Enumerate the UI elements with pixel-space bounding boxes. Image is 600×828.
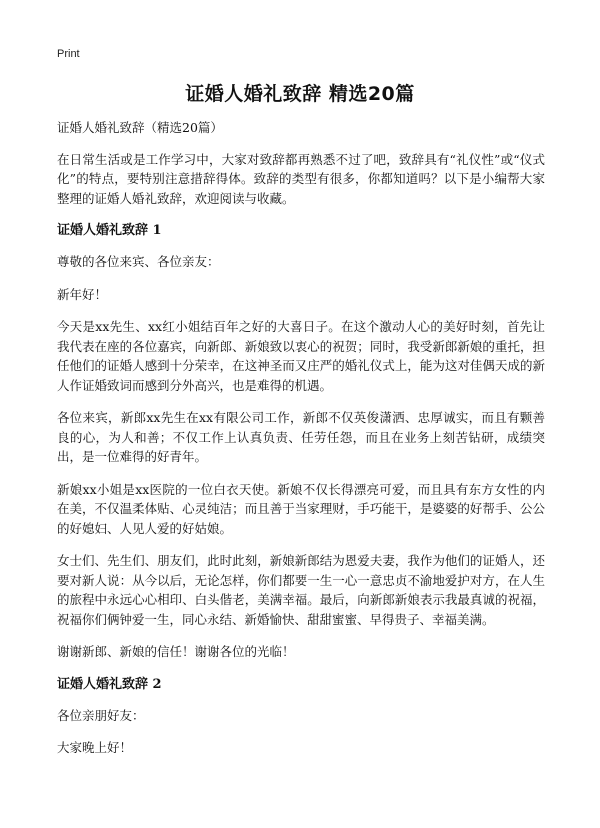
paragraph-new-year: 新年好！ — [57, 286, 108, 302]
print-link[interactable]: Print — [57, 48, 80, 60]
paragraph-opening: 今天是xx先生、xx红小姐结百年之好的大喜日子。在这个激动人心的美好时刻，首先让我代表在座的各位嘉宾，向新郎、新娘致以衷心的祝贺；同时，我受新郎新娘的重托，担任他们的证婚人感到十分荣幸，在这神圣而又庄严的婚礼仪式上，能为这对佳偶天成的新人作证婚致词而感到分外高兴，也是难得的机遇。 — [57, 319, 545, 393]
document-body — [57, 118, 545, 771]
document-subtitle: 证婚人婚礼致辞（精选20篇） — [57, 120, 223, 135]
paragraph-groom: 各位来宾，新郎xx先生在xx有限公司工作，新郎不仅英俊潇洒、忠厚诚实，而且有颗善良的心，为人和善；不仅工作上认真负责、任劳任怨，而且在业务上刻苦钻研，成绩突出，是一位难得的好青年。 — [57, 410, 545, 464]
document-title: 证婚人婚礼致辞 精选20篇 — [185, 83, 415, 105]
paragraph-thanks: 谢谢新郎、新娘的信任！谢谢各位的光临！ — [57, 644, 295, 659]
paragraph-blessing: 女士们、先生们、朋友们，此时此刻，新娘新郎结为恩爱夫妻，我作为他们的证婚人，还要对新人说：从今以后，无论怎样，你们都要一生一心一意忠贞不渝地爱护对方，在人生的旅程中永远心心相印、白头偕老，美满幸福。最后，向新郎新娘表示我最真诚的祝福，祝福你们俩钟爱一生，同心永结、新婚愉快、甜甜蜜蜜、早得贵子、幸福美满。 — [57, 553, 545, 627]
paragraph-greeting-2: 各位亲朋好友： — [57, 707, 145, 723]
paragraph-good-evening: 大家晚上好！ — [57, 740, 133, 755]
paragraph-greeting: 尊敬的各位来宾、各位亲友： — [57, 254, 220, 269]
paragraph-bride: 新娘xx小姐是xx医院的一位白衣天使。新娘不仅长得漂亮可爱，而且具有东方女性的内在美，不仅温柔体贴、心灵纯洁；而且善于当家理财，手巧能干，是婆婆的好帮手、公公的好媳妇、人见人爱的好姑娘。 — [57, 481, 545, 536]
intro-paragraph: 在日常生活或是工作学习中，大家对致辞都再熟悉不过了吧，致辞具有“礼仪性”或“仪式化”的特点，要特别注意措辞得体。致辞的类型有很多，你都知道吗？以下是小编帮大家整理的证婚人婚礼致辞，欢迎阅读与收藏。 — [57, 151, 545, 206]
section-heading-2: 证婚人婚礼致辞 2 — [57, 676, 162, 692]
section-heading-1: 证婚人婚礼致辞 1 — [57, 223, 162, 238]
